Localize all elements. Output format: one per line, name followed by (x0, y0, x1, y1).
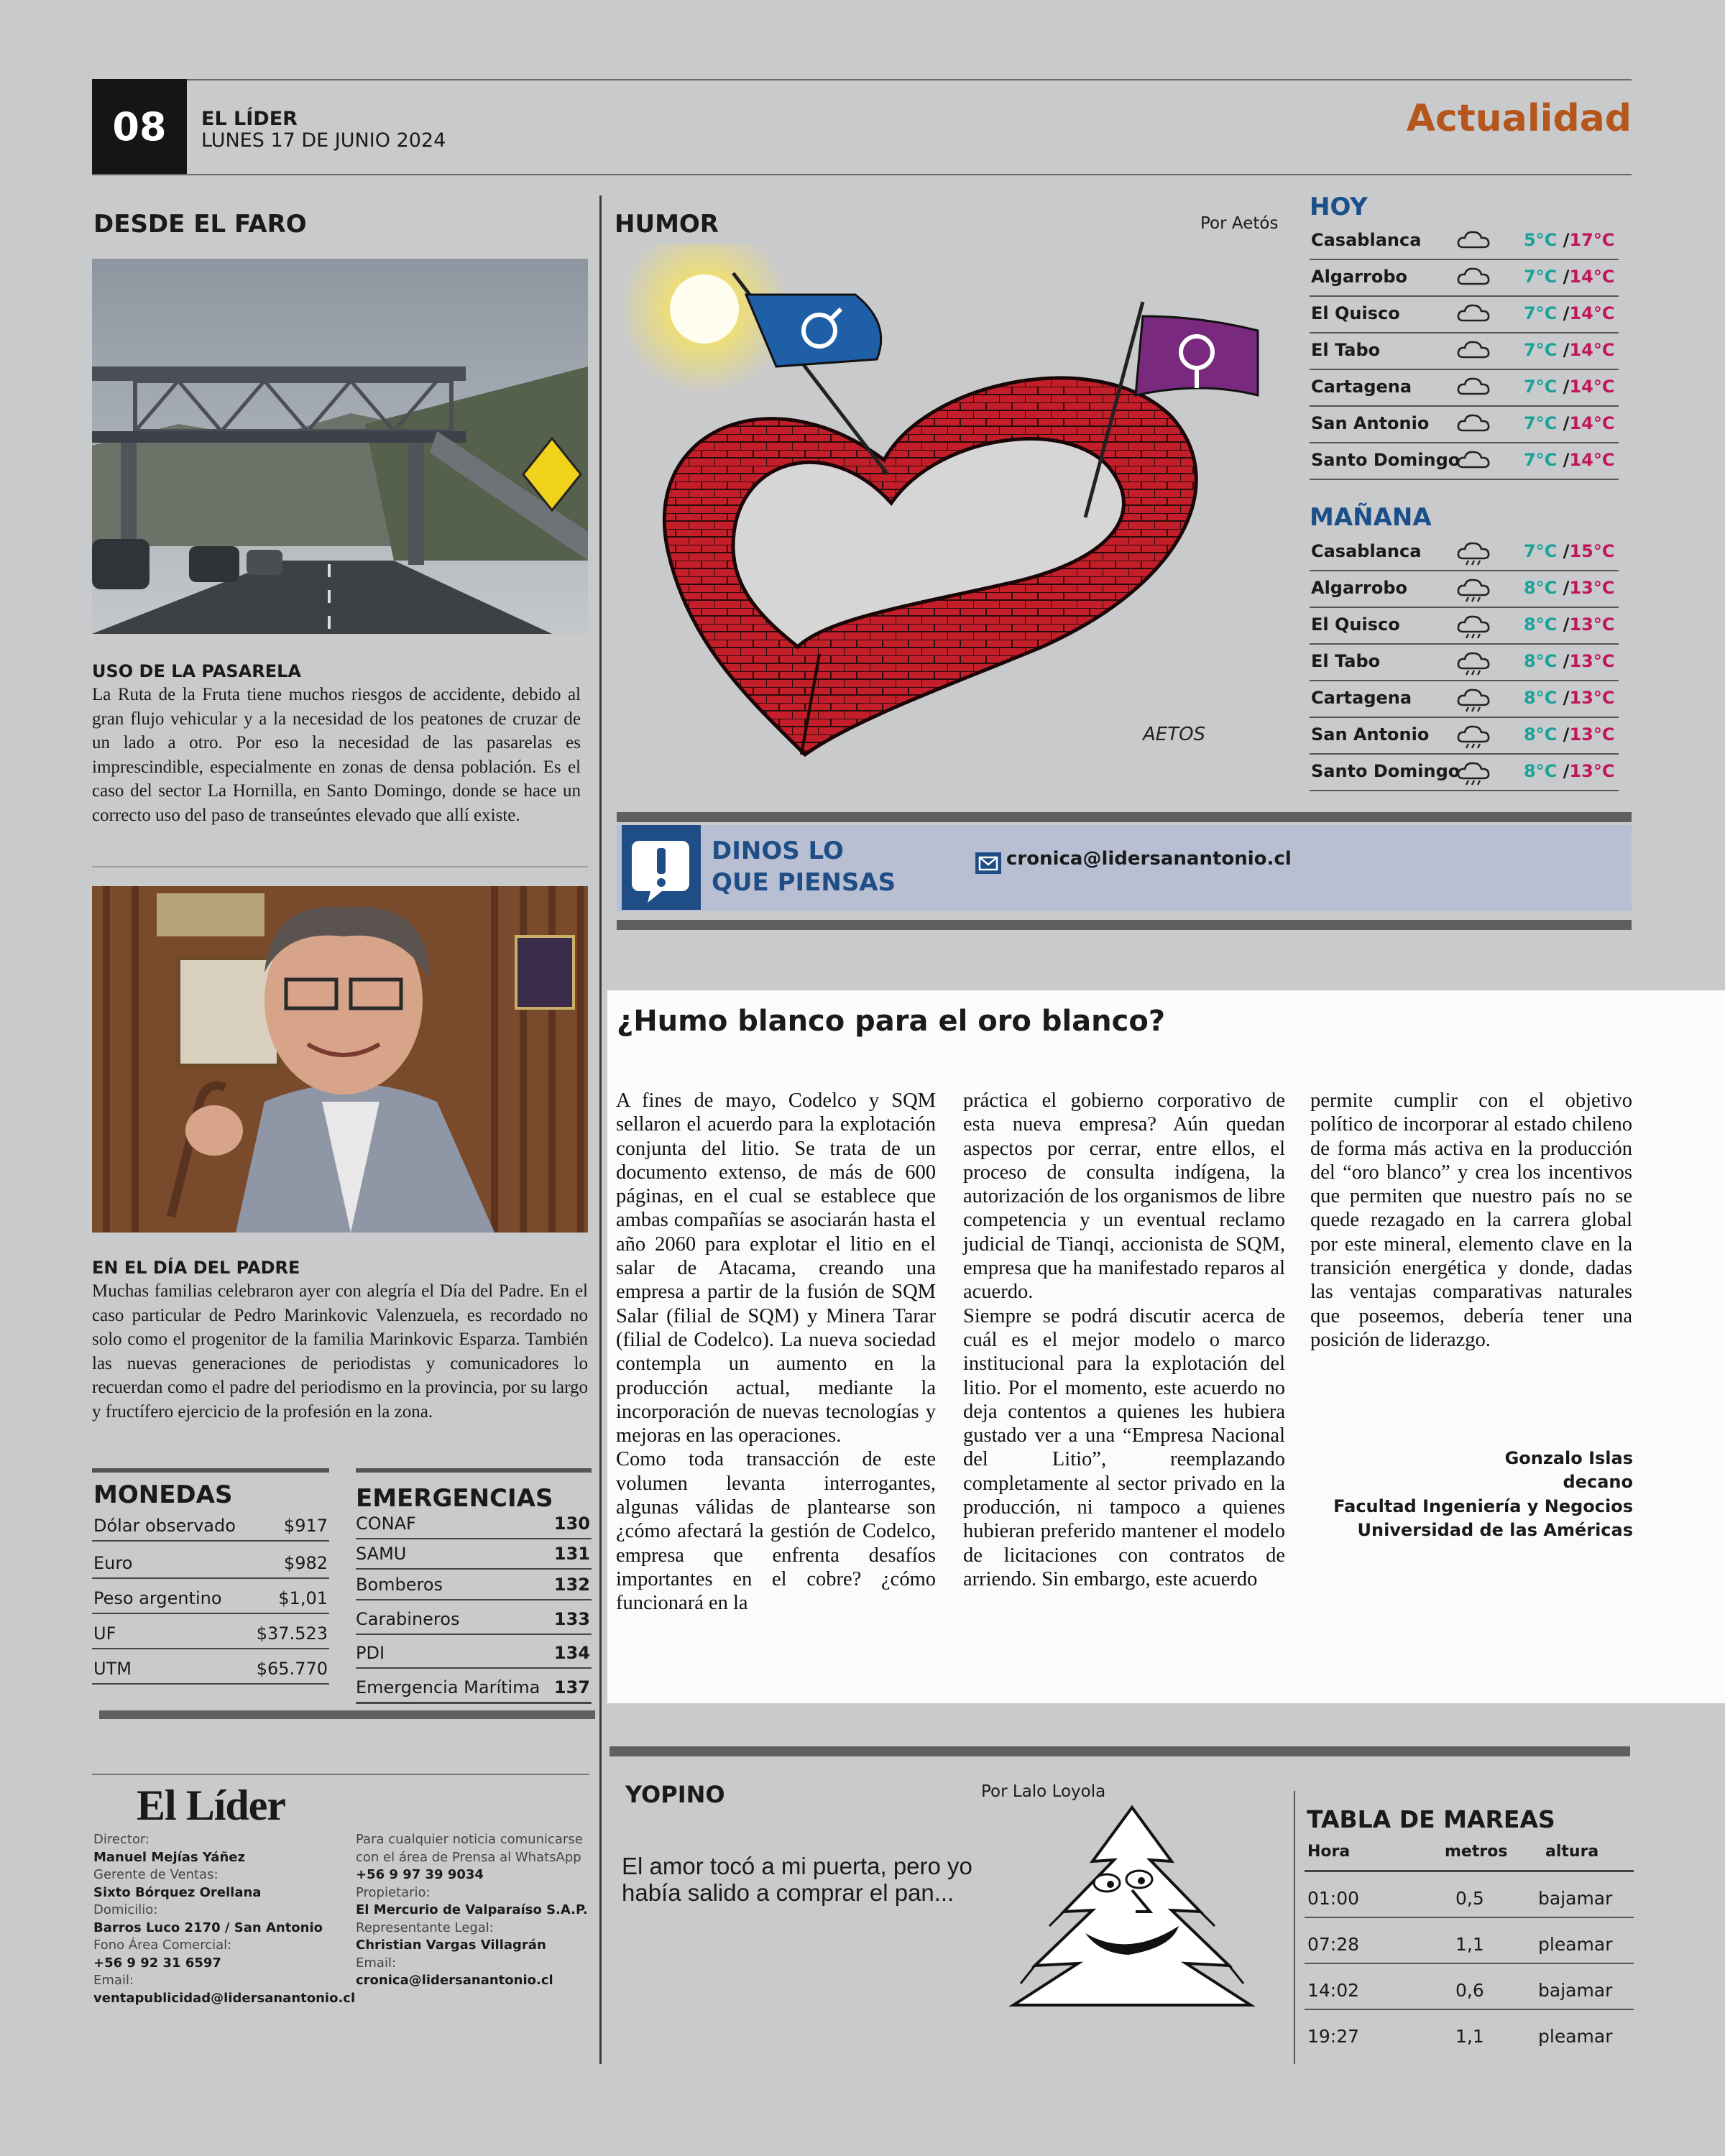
emergencias-row: SAMU 131 (356, 1539, 592, 1570)
weather-city: San Antonio (1311, 724, 1430, 745)
weather-today-label: HOY (1310, 193, 1368, 221)
padre-caption: Muchas familias celebraron ayer con alegría el Día del Padre. En el caso particular de Pedro Marinkovic Valenzuela, es recordado no solo como el progenitor de la familia Marinkovic Esparza. También las nuevas generaciones de periodistas y comunicadores lo recuerdan como el padre del periodismo en la provincia, por su largo y fructífero ejercicio de la profesión en la zona. (92, 1281, 588, 1422)
weather-temp: 7°C /14°C (1524, 450, 1615, 470)
weather-temp: 7°C /14°C (1524, 267, 1615, 287)
rain-cloud-icon (1455, 612, 1492, 639)
weather-temp: 7°C /14°C (1524, 377, 1615, 397)
column-divider (599, 195, 602, 2064)
mareas-header: Hora metros altura (1305, 1838, 1634, 1872)
weather-row (1310, 681, 1619, 718)
weather-row (1310, 406, 1619, 443)
weather-city: Algarrobo (1311, 578, 1408, 598)
humor-author: Por Aetós (1200, 214, 1279, 233)
weather-row (1310, 534, 1619, 571)
cloud-icon (1455, 374, 1492, 401)
humor-cartoon (611, 244, 1279, 776)
emergencias-row: Emergencia Marítima 137 (356, 1673, 592, 1704)
yopino-author: Por Lalo Loyola (981, 1782, 1106, 1801)
article-title: ¿Humo blanco para el oro blanco? (617, 1005, 1166, 1038)
article-col-1: A fines de mayo, Codelco y SQM sellaron el acuerdo para la explotación conjunta del litio. Se trata de un documento extenso, de más de 600 páginas, en el cual se establece que ambas compañías se asociarán hasta el año 2060 para explotar el litio en el salar de Atacama, creando una empresa a partir de la fusión de SQM Salar (filial de SQM) y Minera Tarar (filial de Codelco). La nueva sociedad contempla un aumento en la producción actual, mediante la incorporación de nuevas tecnologías y mejoras en las operaciones. Como toda transacción de este volumen levanta interrogantes, algunas válidas de plantearse son ¿cómo afectará la gestión de Codelco, empresa que enfrenta desafíos importantes en el cobre? ¿cómo funcionará en la (616, 1089, 936, 1615)
cloud-icon (1455, 300, 1492, 328)
page-number: 08 (92, 79, 187, 174)
weather-row (1310, 223, 1619, 260)
cloud-icon (1455, 410, 1492, 438)
staff-right: Para cualquier noticia comunicarse con el área de Prensa al WhatsApp +56 9 97 39 9034 Propietario: El Mercurio de Valparaíso S.A.P. Representante Legal: Christian Vargas Villagrán Email: cronica@lidersanantonio.cl (356, 1832, 588, 1988)
emergencias-row: CONAF 130 (356, 1509, 592, 1539)
dinos-email[interactable]: cronica@lidersanantonio.cl (1006, 848, 1292, 870)
dinos-title: DINOS LO QUE PIENSAS (712, 837, 896, 897)
exclamation-icon (622, 825, 701, 910)
weather-city: Santo Domingo (1311, 450, 1460, 470)
monedas-row: Peso argentino $1,01 (92, 1578, 329, 1614)
weather-city: Cartagena (1311, 377, 1412, 397)
photo-dia-del-padre (92, 886, 588, 1233)
weather-city: Algarrobo (1311, 267, 1408, 287)
rain-cloud-icon (1455, 648, 1492, 676)
weather-temp: 8°C /13°C (1524, 724, 1615, 745)
weather-row (1310, 259, 1619, 297)
article-author-university: Universidad de las Américas (1357, 1520, 1633, 1540)
padre-caption-title: EN EL DÍA DEL PADRE (92, 1258, 300, 1278)
weather-temp: 7°C /14°C (1524, 413, 1615, 433)
mareas-title: TABLA DE MAREAS (1307, 1805, 1555, 1833)
cloud-icon (1455, 264, 1492, 291)
pasarela-caption-title: USO DE LA PASARELA (92, 661, 301, 681)
article-col-2: práctica el gobierno corporativo de esta nueva empresa? Aún quedan aspectos por cerrar, entre ellos, el proceso de consulta indígena, la autorización de los organismos de libre competencia y un eventual reclamo judicial de Tianqi, accionista de SQM, empresa que ha manifestado reparos al acuerdo. Siempre se podrá discutir acerca de cuál es el mejor modelo o marco institucional para la explotación del litio. Por el momento, este acuerdo no deja contentos a quienes les hubiera gustado ver a una “Empresa Nacional del Litio”, reemplazando completamente al sector privado en la producción, ni tampoco a quienes hubieran preferido mantener el modelo de licitaciones con contratos de arriendo. Sin embargo, este acuerdo (963, 1089, 1285, 1590)
weather-city: El Tabo (1311, 651, 1381, 671)
yopino-tree-drawing (1006, 1804, 1258, 2012)
cloud-icon (1455, 227, 1492, 254)
mareas-row: 14:02 0,6 bajamar (1305, 1964, 1634, 2010)
emergencias-row: Carabineros 133 (356, 1605, 592, 1635)
article-col-3: permite cumplir con el objetivo político de incorporar al estado chileno de forma más activa en la producción del “oro blanco” y crea los incentivos que permiten que nuestro país no se quede rezagado en la carrera global por este mineral, elemento clave en la transición energética y donde, dadas las ventajas comparativas naturales que poseemos, debería tener una posición de liderazgo. (1310, 1089, 1632, 1351)
weather-temp: 7°C /15°C (1524, 541, 1615, 561)
yopino-title: YOPINO (625, 1781, 725, 1808)
weather-row (1310, 754, 1619, 791)
mareas-row: 01:00 0,5 bajamar (1305, 1872, 1634, 1918)
mareas-divider (1294, 1791, 1295, 2064)
weather-row (1310, 607, 1619, 645)
weather-city: Santo Domingo (1311, 761, 1460, 781)
weather-temp: 8°C /13°C (1524, 761, 1615, 781)
weather-city: Cartagena (1311, 688, 1412, 708)
weather-city: Casablanca (1311, 230, 1422, 250)
faro-title: DESDE EL FARO (93, 210, 307, 239)
yopino-text: El amor tocó a mi puerta, pero yo había salido a comprar el pan... (622, 1853, 972, 1906)
weather-temp: 8°C /13°C (1524, 651, 1615, 671)
rain-cloud-icon (1455, 575, 1492, 602)
paper-name: EL LÍDER (201, 108, 298, 130)
weather-city: Casablanca (1311, 541, 1422, 561)
monedas-row: UTM $65.770 (92, 1649, 329, 1685)
emergencias-row: Bomberos 132 (356, 1570, 592, 1600)
cloud-icon (1455, 337, 1492, 364)
header-top-rule (92, 79, 1632, 80)
dinos-bottom-bar (617, 920, 1632, 930)
monedas-title: MONEDAS (93, 1480, 233, 1509)
article-author: Gonzalo Islas (1504, 1448, 1633, 1468)
staff-logo: El Líder (137, 1782, 286, 1829)
monedas-row: UF $37.523 (92, 1613, 329, 1649)
header-bottom-rule (92, 174, 1632, 175)
weather-temp: 8°C /13°C (1524, 614, 1615, 635)
photo-pasarela (92, 259, 588, 634)
cloud-icon (1455, 447, 1492, 474)
weather-city: San Antonio (1311, 413, 1430, 433)
emergencias-title: EMERGENCIAS (356, 1484, 553, 1513)
dinos-top-bar (617, 812, 1632, 822)
issue-date: LUNES 17 DE JUNIO 2024 (201, 129, 446, 152)
weather-row (1310, 369, 1619, 407)
rain-cloud-icon (1455, 722, 1492, 749)
weather-city: El Quisco (1311, 614, 1400, 635)
weather-temp: 7°C /14°C (1524, 303, 1615, 323)
section-title: Actualidad (1406, 97, 1632, 140)
staff-top-rule (92, 1774, 589, 1775)
cartoon-signature: AETOS (1143, 724, 1206, 745)
weather-city: El Tabo (1311, 340, 1381, 360)
emergencias-top-rule (356, 1468, 592, 1473)
weather-temp: 7°C /14°C (1524, 340, 1615, 360)
emergencias-row: PDI 134 (356, 1639, 592, 1669)
weather-city: El Quisco (1311, 303, 1400, 323)
yopino-top-bar (610, 1746, 1630, 1756)
staff-left: Director: Manuel Mejías Yáñez Gerente de Ventas: Sixto Bórquez Orellana Domicilio: Barros Luco 2170 / San Antonio Fono Área Comercial: +56 9 92 31 6597 Email: ventapublicidad@lidersanantonio.cl (93, 1832, 356, 2006)
pasarela-caption: La Ruta de la Fruta tiene muchos riesgos de accidente, debido al gran flujo vehicular y a la necesidad de los peatones de cruzar de un lado a otro. Por eso la necesidad de las pasarelas es imprescindible, especialmente en zonas de densa población. Es el caso del sector La Hornilla, en Santo Domingo, donde se hace un correcto uso del paso de transeúntes elevado que allí existe. (92, 685, 581, 825)
weather-row (1310, 443, 1619, 480)
mail-icon (975, 852, 1001, 874)
article-author-faculty: Facultad Ingeniería y Negocios (1333, 1496, 1633, 1516)
humor-title: HUMOR (615, 210, 719, 239)
mareas-row: 07:28 1,1 pleamar (1305, 1918, 1634, 1964)
rain-cloud-icon (1455, 758, 1492, 786)
weather-temp: 5°C /17°C (1524, 230, 1615, 250)
monedas-row: Dólar observado $917 (92, 1506, 329, 1542)
weather-row (1310, 333, 1619, 370)
rain-cloud-icon (1455, 538, 1492, 566)
monedas-row: Euro $982 (92, 1543, 329, 1579)
left-bottom-bar (99, 1710, 595, 1719)
mareas-row: 19:27 1,1 pleamar (1307, 2026, 1613, 2047)
weather-row (1310, 717, 1619, 755)
faro-divider (92, 866, 588, 867)
weather-row (1310, 296, 1619, 333)
weather-row (1310, 571, 1619, 608)
weather-row (1310, 644, 1619, 681)
weather-temp: 8°C /13°C (1524, 688, 1615, 708)
weather-tomorrow-label: MAÑANA (1310, 503, 1432, 532)
article-author-role: decano (1563, 1472, 1633, 1492)
weather-temp: 8°C /13°C (1524, 578, 1615, 598)
monedas-top-rule (92, 1468, 329, 1473)
rain-cloud-icon (1455, 685, 1492, 712)
